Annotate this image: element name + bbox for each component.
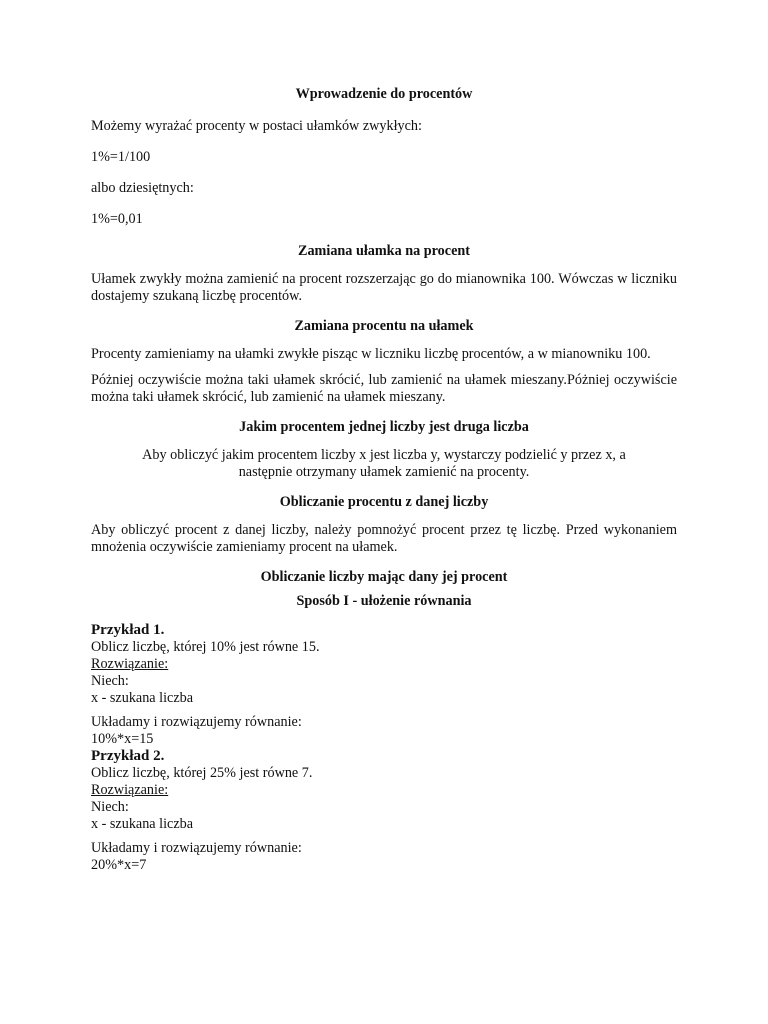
section-heading-fraction-to-percent: Zamiana ułamka na procent — [298, 243, 470, 259]
example-title: Przykład 1. — [91, 622, 165, 638]
decimal-intro: albo dziesiętnych: — [91, 180, 194, 196]
equation: 10%*x=15 — [91, 731, 154, 747]
section-text-percent-from-number: Aby obliczyć procent z danej liczby, należy pomnożyć procent przez tę liczbę. Przed wykonaniem mnożenia oczywiście zamieniamy procent na ułamek. — [91, 522, 677, 555]
solution-label: Rozwiązanie: — [91, 782, 169, 798]
example-block — [91, 622, 677, 748]
let-label: Niech: — [91, 799, 129, 815]
section-heading-percent-of-number: Jakim procentem jednej liczby jest druga liczba — [239, 419, 529, 435]
section-heading-number-from-percent: Obliczanie liczby mając dany jej procent — [260, 569, 508, 585]
example-title: Przykład 2. — [91, 748, 165, 764]
intro-paragraph: Możemy wyrażać procenty w postaci ułamków zwykłych: — [91, 118, 422, 134]
section-heading-percent-to-fraction: Zamiana procentu na ułamek — [294, 318, 474, 334]
section-text-fraction-to-percent: Ułamek zwykły można zamienić na procent rozszerzając go do mianownika 100. Wówczas w liczniku dostajemy szukaną liczbę procentów. — [91, 271, 677, 304]
section-heading-percent-from-number: Obliczanie procentu z danej liczby — [279, 494, 489, 510]
variable-definition: x - szukana liczba — [91, 690, 194, 706]
variable-definition: x - szukana liczba — [91, 816, 194, 832]
section-text-simplify: Póżniej oczywiście można taki ułamek skrócić, lub zamienić na ułamek mieszany.Póżniej oczywiście można taki ułamek skrócić, lub zamienić na ułamek mieszany. — [91, 372, 677, 405]
equation-fraction: 1%=1/100 — [91, 149, 151, 165]
equation-decimal: 1%=0,01 — [91, 211, 143, 227]
example-block — [91, 748, 677, 874]
example-task: Oblicz liczbę, której 10% jest równe 15. — [91, 639, 320, 655]
section-text-percent-to-fraction: Procenty zamieniamy na ułamki zwykłe pisząc w liczniku liczbę procentów, a w mianowniku 100. — [91, 346, 651, 362]
let-label: Niech: — [91, 673, 129, 689]
example-task: Oblicz liczbę, której 25% jest równe 7. — [91, 765, 313, 781]
section-text-line-2: następnie otrzymany ułamek zamienić na procenty. — [238, 464, 530, 480]
solution-label: Rozwiązanie: — [91, 656, 169, 672]
section-text-line-1: Aby obliczyć jakim procentem liczby x jest liczba y, wystarczy podzielić y przez x, a — [142, 447, 626, 463]
method-subheading: Sposób I - ułożenie równania — [296, 593, 472, 609]
equation: 20%*x=7 — [91, 857, 147, 873]
equation-intro: Układamy i rozwiązujemy równanie: — [91, 714, 302, 730]
document-content — [91, 82, 677, 874]
equation-intro: Układamy i rozwiązujemy równanie: — [91, 840, 302, 856]
page-title: Wprowadzenie do procentów — [295, 86, 473, 102]
